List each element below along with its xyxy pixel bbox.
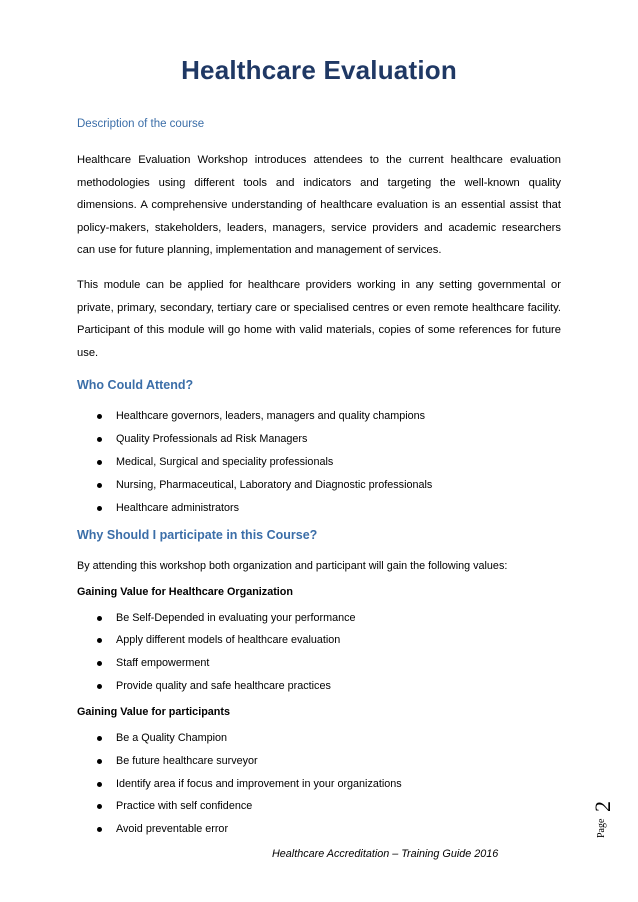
participant-value-list (77, 730, 561, 837)
description-paragraph-1: Healthcare Evaluation Workshop introduces attendees to the current healthcare evaluation methodologies using different tools and indicators and targeting the well-known quality dimensions. A comprehensive understanding of healthcare evaluation is an essential assist that policy-makers, stakeholders, leaders, managers, service providers and academic researchers can use for future planning, implementation and management of services. (77, 154, 561, 257)
bullet-icon (97, 460, 102, 465)
list-item: Be a Quality Champion (77, 730, 561, 746)
why-heading: Why Should I participate in this Course? (77, 527, 318, 542)
bullet-icon (97, 804, 102, 809)
list-item: Provide quality and safe healthcare practices (77, 678, 561, 694)
bullet-icon (97, 437, 102, 442)
bullet-icon (97, 736, 102, 741)
list-item: Be Self-Depended in evaluating your performance (77, 610, 561, 626)
bullet-icon (97, 661, 102, 666)
page-number: 2 (590, 801, 615, 812)
bullet-icon (97, 616, 102, 621)
list-item: Practice with self confidence (77, 798, 561, 814)
participant-value-label: Gaining Value for participants (77, 705, 230, 718)
list-item: Identify area if focus and improvement in your organizations (77, 776, 561, 792)
bullet-icon (97, 759, 102, 764)
bullet-icon (97, 782, 102, 787)
description-heading: Description of the course (77, 118, 205, 130)
org-value-label: Gaining Value for Healthcare Organization (77, 585, 293, 598)
page-footer: Healthcare Accreditation – Training Guide 2016 (272, 848, 499, 860)
page-content (77, 116, 561, 847)
org-value-list (77, 610, 561, 694)
page-number-mark (592, 790, 614, 836)
attend-heading: Who Could Attend? (77, 378, 194, 393)
list-item: Apply different models of healthcare evaluation (77, 632, 561, 648)
bullet-icon (97, 827, 102, 832)
list-item: Nursing, Pharmaceutical, Laboratory and Diagnostic professionals (77, 477, 561, 493)
bullet-icon (97, 414, 102, 419)
bullet-icon (97, 483, 102, 488)
bullet-icon (97, 684, 102, 689)
page-word: Page (596, 818, 607, 838)
attend-list (77, 408, 561, 515)
list-item: Medical, Surgical and speciality professionals (77, 454, 561, 470)
list-item: Quality Professionals ad Risk Managers (77, 431, 561, 447)
page-title: Healthcare Evaluation (181, 55, 457, 85)
description-paragraph-2: This module can be applied for healthcare providers working in any setting governmental or private, primary, secondary, tertiary care or specialised centres or even remote healthcare facility. Participant of this module will go home with valid materials, copies of some references for future use. (77, 278, 561, 359)
list-item: Healthcare administrators (77, 500, 561, 516)
list-item: Staff empowerment (77, 655, 561, 671)
list-item: Be future healthcare surveyor (77, 753, 561, 769)
bullet-icon (97, 506, 102, 511)
why-intro: By attending this workshop both organization and participant will gain the following values: (77, 559, 508, 572)
list-item: Avoid preventable error (77, 821, 561, 837)
list-item: Healthcare governors, leaders, managers and quality champions (77, 408, 561, 424)
bullet-icon (97, 638, 102, 643)
